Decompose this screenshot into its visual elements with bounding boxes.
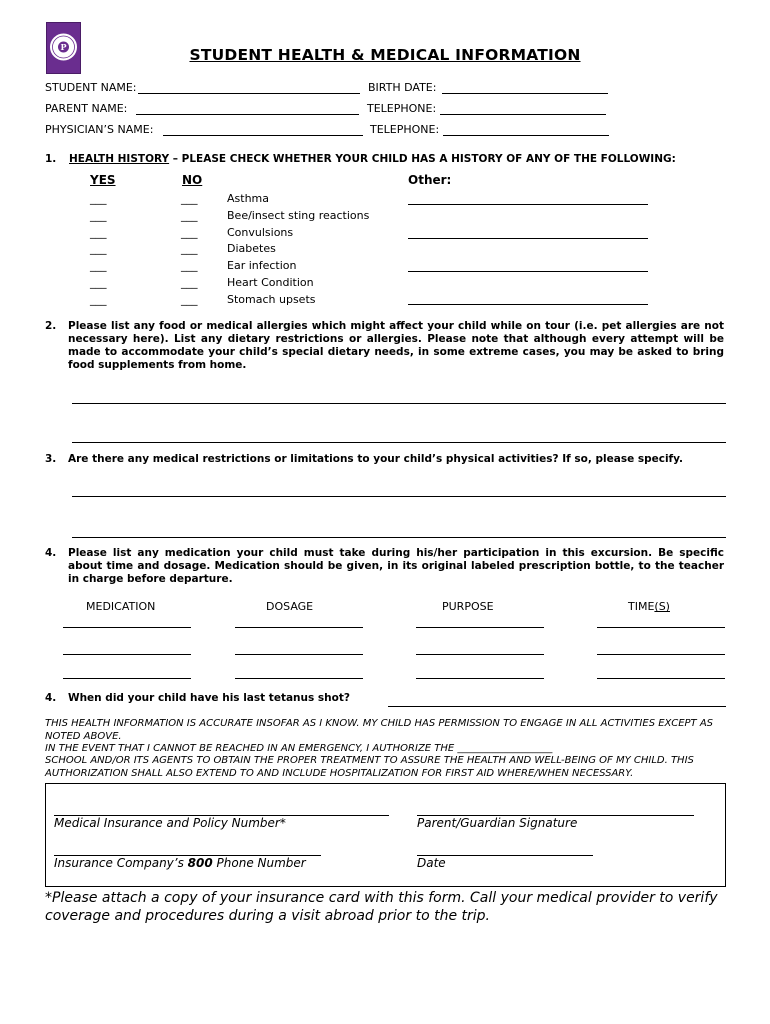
no-checkbox[interactable]: ___ <box>181 226 198 239</box>
section-3-number: 3. <box>45 453 57 465</box>
purpose-field[interactable] <box>416 678 544 679</box>
yes-checkbox[interactable]: ___ <box>90 242 107 255</box>
time-field[interactable] <box>597 654 725 655</box>
dosage-field[interactable] <box>235 678 363 679</box>
no-checkbox[interactable]: ___ <box>181 242 198 255</box>
medication-field[interactable] <box>63 678 191 679</box>
no-checkbox[interactable]: ___ <box>181 259 198 272</box>
insurance-card-note: *Please attach a copy of your insurance card with this form. Call your medical provider to verify coverage and procedures during a visit abroad prior to the trip. <box>45 890 718 924</box>
medication-column-header: MEDICATION <box>86 600 156 613</box>
other-line[interactable] <box>408 304 648 305</box>
tetanus-question: When did your child have his last tetanus shot? <box>68 692 350 704</box>
student-name-field[interactable] <box>138 93 360 94</box>
section-1-heading <box>69 153 676 166</box>
consent-statement: THIS HEALTH INFORMATION IS ACCURATE INSOFAR AS I KNOW. MY CHILD HAS PERMISSION TO ENGAGE IN ALL ACTIVITIES EXCEPT AS NOTED ABOVE. <box>45 718 714 742</box>
guardian-signature-label: Parent/Guardian Signature <box>417 816 578 830</box>
yes-checkbox[interactable]: ___ <box>90 192 107 205</box>
other-column-header: Other: <box>408 173 452 187</box>
condition-label: Heart Condition <box>227 276 314 289</box>
purpose-field[interactable] <box>416 654 544 655</box>
medication-question: Please list any medication your child must take during his/her participation in this excursion. Be specific about time and dosage. Medication should be given, in its original labeled prescription bottle, to the teacher in charge before departure. <box>68 547 724 585</box>
svg-text:P: P <box>60 42 67 52</box>
student-name-label: STUDENT NAME: <box>45 81 137 94</box>
yes-checkbox[interactable]: ___ <box>90 259 107 272</box>
no-column-header: NO <box>182 173 203 187</box>
condition-label: Bee/insect sting reactions <box>227 209 370 222</box>
allergies-question: Please list any food or medical allergies which might affect your child while on tour (i.e. pet allergies are not necessary here). List any dietary restrictions or allergies. Please note that although every attempt will be made to accommodate your child’s special dietary needs, in some extreme cases, you may be asked to bring food supplements from home. <box>68 320 724 371</box>
yes-checkbox[interactable]: ___ <box>90 293 107 306</box>
purpose-column-header: PURPOSE <box>442 600 494 613</box>
insurance-policy-label: Medical Insurance and Policy Number* <box>54 816 286 830</box>
signature-box <box>45 783 726 887</box>
physician-telephone-field[interactable] <box>443 135 609 136</box>
dosage-field[interactable] <box>235 627 363 628</box>
parent-name-field[interactable] <box>136 114 359 115</box>
birth-date-field[interactable] <box>442 93 608 94</box>
parent-name-label: PARENT NAME: <box>45 102 128 115</box>
condition-label: Convulsions <box>227 226 294 239</box>
no-checkbox[interactable]: ___ <box>181 209 198 222</box>
yes-checkbox[interactable]: ___ <box>90 276 107 289</box>
physician-name-label: PHYSICIAN’S NAME: <box>45 123 154 136</box>
yes-checkbox[interactable]: ___ <box>90 226 107 239</box>
restrictions-answer-line[interactable] <box>72 496 726 497</box>
dosage-column-header: DOSAGE <box>266 600 314 613</box>
insurance-phone-suffix: Phone Number <box>212 856 306 870</box>
date-label: Date <box>417 856 446 870</box>
allergies-answer-line[interactable] <box>72 442 726 443</box>
condition-label: Ear infection <box>227 259 297 272</box>
time-column-header <box>628 600 670 613</box>
yes-column-header: YES <box>90 173 116 187</box>
insurance-phone-label <box>54 856 306 870</box>
tetanus-number: 4. <box>45 692 57 704</box>
purpose-field[interactable] <box>416 627 544 628</box>
time-column-suffix: (S) <box>654 600 670 613</box>
birth-date-label: BIRTH DATE: <box>368 81 437 94</box>
insurance-phone-prefix: Insurance Company’s <box>54 856 188 870</box>
authorization-statement: SCHOOL AND/OR ITS AGENTS TO OBTAIN THE PROPER TREATMENT TO ASSURE THE HEALTH AND WELL-BEING OF MY CHILD. THIS AUTHORIZATION SHALL ALSO EXTEND TO AND INCLUDE HOSPITALIZATION FOR FIRST AID WHERE/WHEN NECESSARY. <box>45 755 694 779</box>
yes-checkbox[interactable]: ___ <box>90 209 107 222</box>
section-2-number: 2. <box>45 320 57 332</box>
restrictions-question: Are there any medical restrictions or limitations to your child’s physical activities? If so, please specify. <box>68 453 683 465</box>
no-checkbox[interactable]: ___ <box>181 276 198 289</box>
condition-label: Stomach upsets <box>227 293 316 306</box>
restrictions-answer-line[interactable] <box>72 537 726 538</box>
medication-field[interactable] <box>63 654 191 655</box>
other-line[interactable] <box>408 271 648 272</box>
telephone-label: TELEPHONE: <box>367 102 437 115</box>
physician-telephone-label: TELEPHONE: <box>370 123 440 136</box>
insurance-phone-800: 800 <box>187 856 213 870</box>
time-field[interactable] <box>597 627 725 628</box>
dosage-field[interactable] <box>235 654 363 655</box>
condition-label: Diabetes <box>227 242 276 255</box>
parent-telephone-field[interactable] <box>440 114 606 115</box>
page-title: STUDENT HEALTH & MEDICAL INFORMATION <box>189 46 581 64</box>
tetanus-answer-line[interactable] <box>388 706 726 707</box>
health-history-instruction: – PLEASE CHECK WHETHER YOUR CHILD HAS A HISTORY OF ANY OF THE FOLLOWING: <box>169 153 676 165</box>
physician-name-field[interactable] <box>163 135 363 136</box>
health-history-heading: HEALTH HISTORY <box>69 153 170 165</box>
time-column-label: TIME <box>628 600 655 613</box>
medication-field[interactable] <box>63 627 191 628</box>
section-4-number: 4. <box>45 547 57 559</box>
time-field[interactable] <box>597 678 725 679</box>
allergies-answer-line[interactable] <box>72 403 726 404</box>
section-1-number: 1. <box>45 153 57 165</box>
no-checkbox[interactable]: ___ <box>181 293 198 306</box>
condition-label: Asthma <box>227 192 269 205</box>
other-line[interactable] <box>408 238 648 239</box>
other-line[interactable] <box>408 204 648 205</box>
no-checkbox[interactable]: ___ <box>181 192 198 205</box>
authorization-line: IN THE EVENT THAT I CANNOT BE REACHED IN AN EMERGENCY, I AUTHORIZE THE ___________________ <box>45 743 553 754</box>
